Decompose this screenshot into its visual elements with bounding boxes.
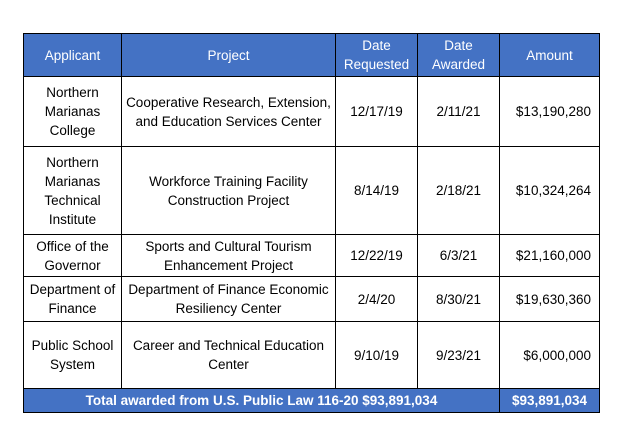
total-label: Total awarded from U.S. Public Law 116-20 $93,891,034 [24,389,500,413]
amount-cell: $19,630,360 [500,277,600,322]
header-project: Project [122,34,336,77]
amount-cell: $6,000,000 [500,322,600,389]
grants-table [23,33,600,413]
date-awarded-cell: 8/30/21 [418,277,500,322]
amount-cell: $21,160,000 [500,235,600,277]
date-awarded-cell: 9/23/21 [418,322,500,389]
date-requested-cell: 8/14/19 [336,147,418,235]
date-requested-cell: 9/10/19 [336,322,418,389]
header-date-requested: Date Requested [336,34,418,77]
amount-cell: $13,190,280 [500,77,600,147]
project-cell: Workforce Training Facility Construction Project [122,147,336,235]
date-requested-cell: 12/22/19 [336,235,418,277]
total-row [24,389,600,413]
project-cell: Career and Technical Education Center [122,322,336,389]
header-date-awarded: Date Awarded [418,34,500,77]
date-awarded-cell: 2/11/21 [418,77,500,147]
applicant-cell: Northern Marianas College [24,77,122,147]
project-cell: Department of Finance Economic Resiliency Center [122,277,336,322]
date-awarded-cell: 2/18/21 [418,147,500,235]
header-applicant: Applicant [24,34,122,77]
total-amount: $93,891,034 [500,389,600,413]
date-requested-cell: 2/4/20 [336,277,418,322]
applicant-cell: Office of the Governor [24,235,122,277]
date-awarded-cell: 6/3/21 [418,235,500,277]
applicant-cell: Northern Marianas Technical Institute [24,147,122,235]
table-row [24,235,600,277]
header-row [24,34,600,77]
table-row [24,277,600,322]
project-cell: Sports and Cultural Tourism Enhancement Project [122,235,336,277]
table-row [24,322,600,389]
applicant-cell: Department of Finance [24,277,122,322]
date-requested-cell: 12/17/19 [336,77,418,147]
applicant-cell: Public School System [24,322,122,389]
amount-cell: $10,324,264 [500,147,600,235]
table-row [24,147,600,235]
table-row [24,77,600,147]
project-cell: Cooperative Research, Extension, and Education Services Center [122,77,336,147]
header-amount: Amount [500,34,600,77]
